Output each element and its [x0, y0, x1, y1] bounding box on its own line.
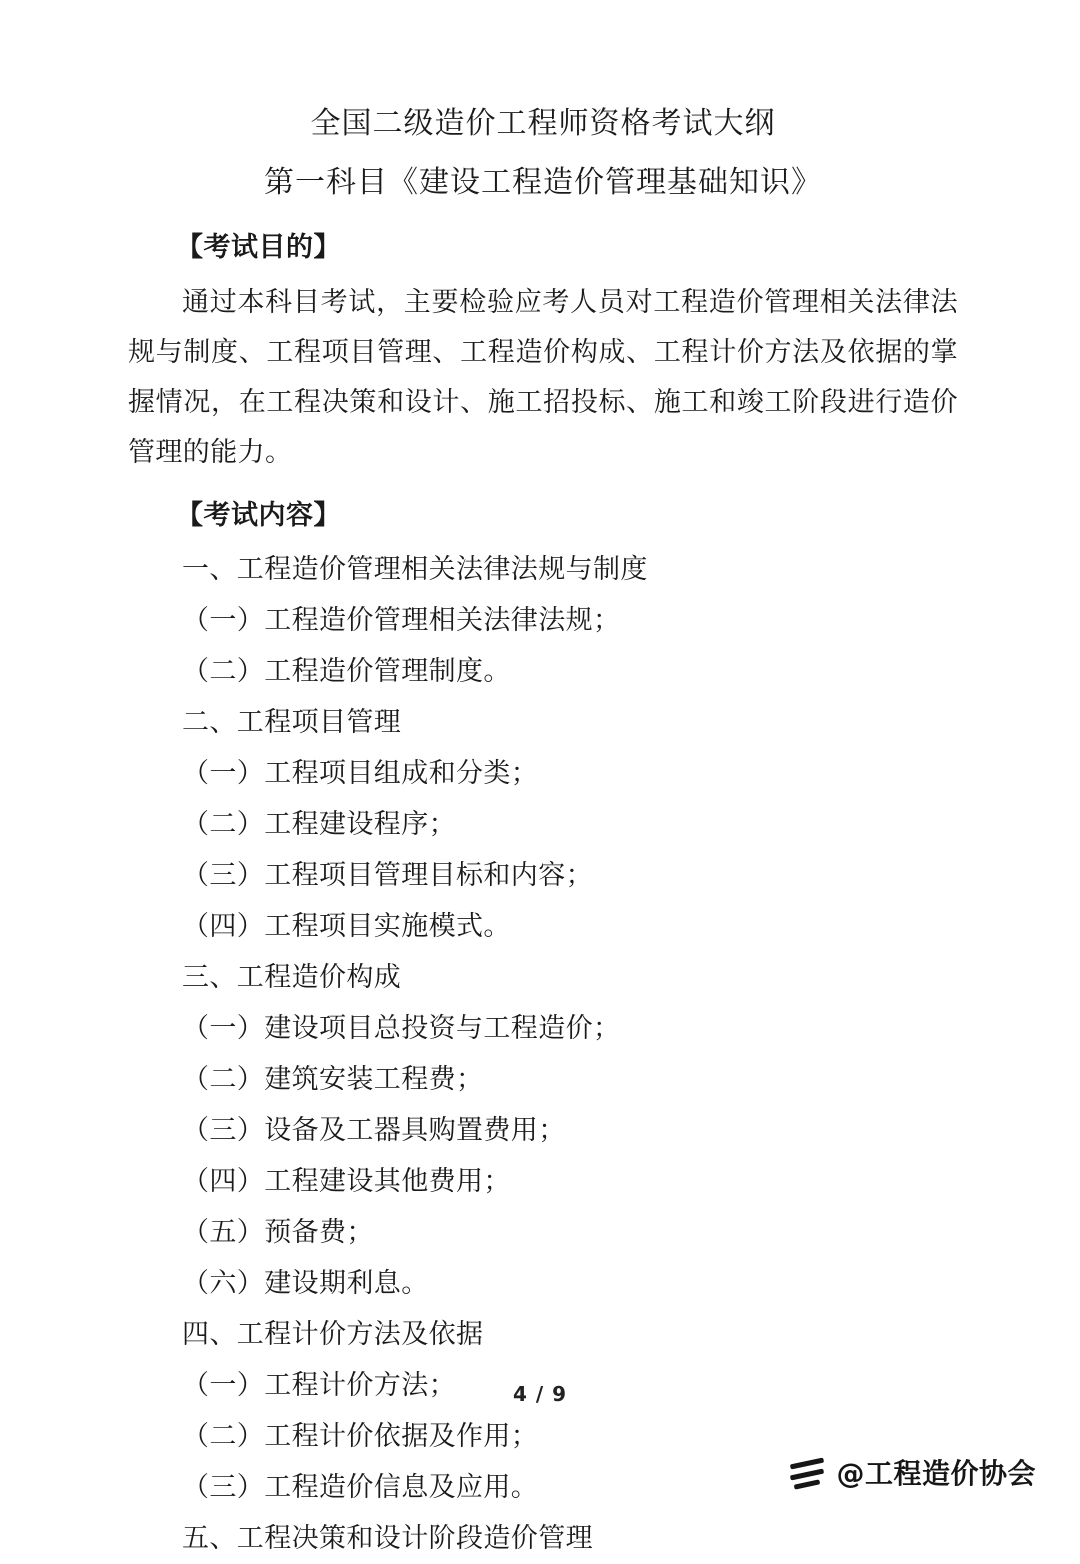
toutiao-logo-icon — [790, 1455, 824, 1489]
outline-item: 三、工程造价构成 — [182, 962, 402, 993]
outline-item: （二）工程计价依据及作用； — [182, 1421, 539, 1452]
outline-item: （一）工程项目组成和分类； — [182, 758, 539, 789]
outline-item: （三）工程项目管理目标和内容； — [182, 860, 593, 891]
outline-item: 二、工程项目管理 — [182, 707, 402, 738]
outline-item: （三）工程造价信息及应用。 — [182, 1472, 539, 1503]
document-body — [128, 96, 958, 1564]
outline-item: （二）建筑安装工程费； — [182, 1064, 484, 1095]
page-subtitle: 第一科目《建设工程造价管理基础知识》 — [264, 165, 822, 200]
outline-item: （二）工程造价管理制度。 — [182, 656, 511, 687]
outline-item: 五、工程决策和设计阶段造价管理 — [182, 1523, 593, 1554]
exam-purpose-paragraph: 通过本科目考试，主要检验应考人员对工程造价管理相关法律法规与制度、工程项目管理、工程造价构成、工程计价方法及依据的掌握情况，在工程决策和设计、施工招投标、施工和竣工阶段进行造价管理的能力。 — [128, 287, 958, 468]
page-title: 全国二级造价工程师资格考试大纲 — [310, 106, 776, 141]
section-heading-exam-purpose: 【考试目的】 — [176, 232, 341, 263]
outline-item: （二）工程建设程序； — [182, 809, 456, 840]
outline-item: （一）建设项目总投资与工程造价； — [182, 1013, 621, 1044]
outline-item: 一、工程造价管理相关法律法规与制度 — [182, 554, 648, 585]
watermark — [790, 1452, 1036, 1492]
page-number: 4 / 9 — [512, 1382, 568, 1406]
outline-item: （五）预备费； — [182, 1217, 374, 1248]
watermark-label: @工程造价协会 — [836, 1457, 1036, 1490]
section-heading-exam-content: 【考试内容】 — [176, 500, 341, 531]
outline-item: （一）工程计价方法； — [182, 1370, 456, 1401]
outline-item: 四、工程计价方法及依据 — [182, 1319, 484, 1350]
outline-item: （四）工程建设其他费用； — [182, 1166, 511, 1197]
outline-item: （四）工程项目实施模式。 — [182, 911, 511, 942]
outline-item: （一）工程造价管理相关法律法规； — [182, 605, 621, 636]
outline-item: （六）建设期利息。 — [182, 1268, 429, 1299]
outline-item: （三）设备及工器具购置费用； — [182, 1115, 566, 1146]
